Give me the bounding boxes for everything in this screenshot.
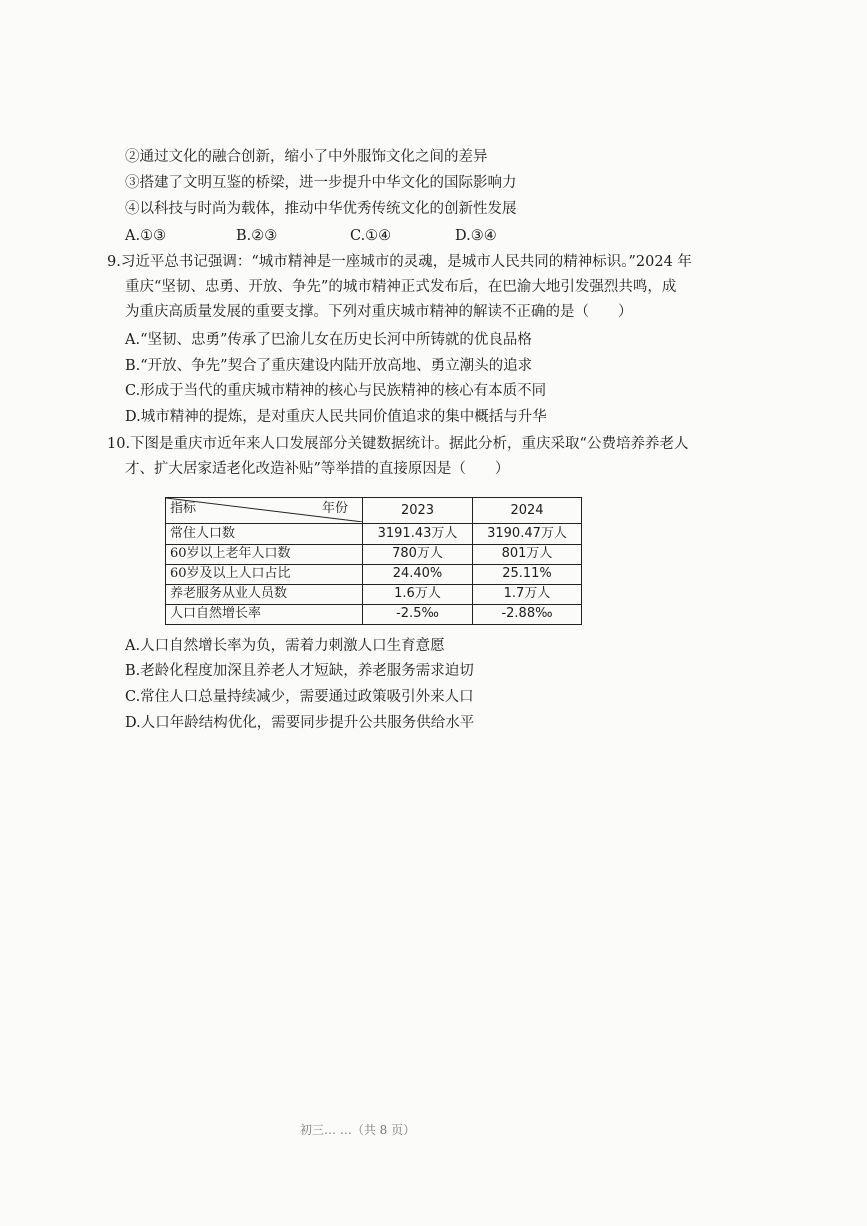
cell-2024: 3190.47万人 bbox=[473, 524, 582, 544]
q9-stem-line-1: 9.习近平总书记强调：“城市精神是一座城市的灵魂，是城市人民共同的精神标识。”2024 年 bbox=[107, 254, 692, 270]
corner-label-year: 年份 bbox=[321, 501, 348, 516]
q9-stem-line-3: 为重庆高质量发展的重要支撑。下列对重庆城市精神的解读不正确的是（ ） bbox=[125, 304, 633, 320]
q8-option-d: D.③④ bbox=[455, 228, 497, 244]
cell-2023: 1.6万人 bbox=[363, 584, 473, 604]
population-stats-table bbox=[165, 497, 582, 625]
q10-stem-line-1: 10.下图是重庆市近年来人口发展部分关键数据统计。据此分析，重庆采取“公费培养养老人 bbox=[107, 436, 689, 452]
q8-item-2: ②通过文化的融合创新，缩小了中外服饰文化之间的差异 bbox=[125, 149, 488, 165]
table-corner-cell bbox=[166, 498, 363, 524]
q8-option-b: B.②③ bbox=[236, 228, 278, 244]
table-row bbox=[166, 604, 582, 624]
cell-2024: 801万人 bbox=[473, 544, 582, 564]
corner-label-indicator: 指标 bbox=[170, 501, 197, 516]
cell-2023: 3191.43万人 bbox=[363, 524, 473, 544]
cell-2024: -2.88‰ bbox=[473, 604, 582, 624]
cell-2023: 24.40% bbox=[363, 564, 473, 584]
row-label: 常住人口数 bbox=[166, 524, 363, 544]
table-row bbox=[166, 564, 582, 584]
cell-2023: 780万人 bbox=[363, 544, 473, 564]
q10-stem-line-2: 才、扩大居家适老化改造补贴”等举措的直接原因是（ ） bbox=[125, 461, 510, 477]
cell-2024: 1.7万人 bbox=[473, 584, 582, 604]
q10-option-d: D.人口年龄结构优化，需要同步提升公共服务供给水平 bbox=[125, 715, 475, 731]
q9-stem-line-2: 重庆“坚韧、忠勇、开放、争先”的城市精神正式发布后，在巴渝大地引发强烈共鸣，成 bbox=[125, 279, 677, 295]
q8-item-3: ③搭建了文明互鉴的桥梁，进一步提升中华文化的国际影响力 bbox=[125, 175, 517, 191]
q9-option-c: C.形成于当代的重庆城市精神的核心与民族精神的核心有本质不同 bbox=[125, 383, 547, 399]
q10-option-c: C.常住人口总量持续减少，需要通过政策吸引外来人口 bbox=[125, 689, 474, 705]
table-header-row bbox=[166, 498, 582, 524]
q8-option-c: C.①④ bbox=[350, 228, 392, 244]
q9-option-d: D.城市精神的提炼，是对重庆人民共同价值追求的集中概括与升华 bbox=[125, 409, 547, 425]
row-label: 60岁以上老年人口数 bbox=[166, 544, 363, 564]
page-footer: 初三… …（共 8 页） bbox=[300, 1123, 416, 1137]
row-label: 养老服务从业人员数 bbox=[166, 584, 363, 604]
header-year-2023: 2023 bbox=[363, 498, 473, 524]
q10-option-a: A.人口自然增长率为负，需着力刺激人口生育意愿 bbox=[125, 638, 445, 654]
q10-option-b: B.老龄化程度加深且养老人才短缺，养老服务需求迫切 bbox=[125, 663, 474, 679]
cell-2023: -2.5‰ bbox=[363, 604, 473, 624]
row-label: 人口自然增长率 bbox=[166, 604, 363, 624]
table-row bbox=[166, 584, 582, 604]
header-year-2024: 2024 bbox=[473, 498, 582, 524]
cell-2024: 25.11% bbox=[473, 564, 582, 584]
table-row bbox=[166, 544, 582, 564]
q8-item-4: ④以科技与时尚为载体，推动中华优秀传统文化的创新性发展 bbox=[125, 201, 517, 217]
q9-option-b: B.“开放、争先”契合了重庆建设内陆开放高地、勇立潮头的追求 bbox=[125, 358, 533, 374]
table-row bbox=[166, 524, 582, 544]
q8-option-a: A.①③ bbox=[125, 228, 167, 244]
row-label: 60岁及以上人口占比 bbox=[166, 564, 363, 584]
q9-option-a: A.“坚韧、忠勇”传承了巴渝儿女在历史长河中所铸就的优良品格 bbox=[125, 332, 532, 348]
q8-options bbox=[125, 226, 545, 246]
